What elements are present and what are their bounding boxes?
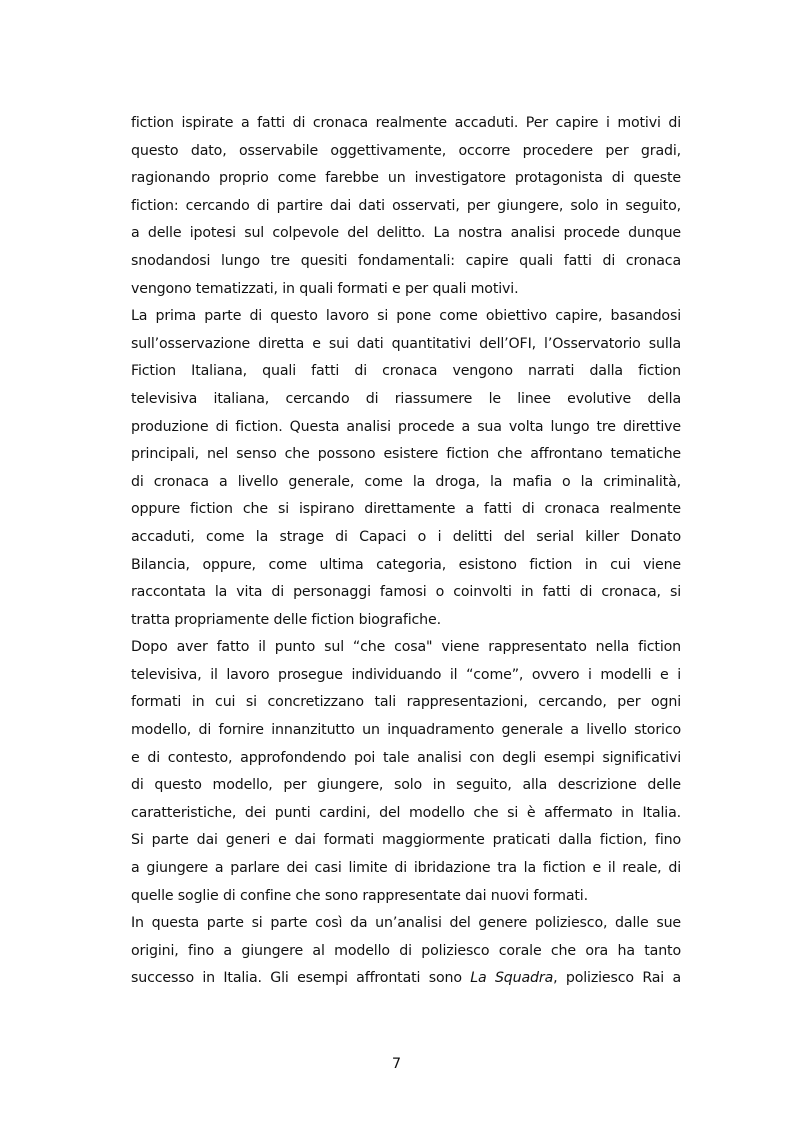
text-line: oppure fiction che si ispirano direttamente a fatti di cronaca realmente [131,501,681,518]
text-line: In questa parte si parte così da un’analisi del genere poliziesco, dalle sue [131,915,681,932]
body-text [131,110,681,993]
text-line: tratta propriamente delle fiction biografiche. [131,611,441,628]
text-line: di questo modello, per giungere, solo in seguito, alla descrizione delle [131,777,681,794]
text-line: sull’osservazione diretta e sui dati quantitativi dell’OFI, l’Osservatorio sulla [131,335,681,352]
text-line: televisiva, il lavoro prosegue individuando il “come”, ovvero i modelli e i [131,666,681,683]
text-segment: successo in Italia. Gli esempi affrontati sono [131,970,471,987]
page-number: 7 [391,1056,402,1072]
text-line [131,965,681,993]
text-line: Si parte dai generi e dai formati maggiormente praticati dalla fiction, fino [131,832,681,849]
text-line: e di contesto, approfondendo poi tale analisi con degli esempi significativi [131,749,681,766]
text-line: questo dato, osservabile oggettivamente, occorre procedere per gradi, [131,142,681,159]
text-line: produzione di fiction. Questa analisi procede a sua volta lungo tre direttive [131,418,681,435]
text-line: di cronaca a livello generale, come la droga, la mafia o la criminalità, [131,473,681,490]
text-line: ragionando proprio come farebbe un investigatore protagonista di queste [131,170,681,187]
text-line: raccontata la vita di personaggi famosi o coinvolti in fatti di cronaca, si [131,584,681,601]
text-line: caratteristiche, dei punti cardini, del modello che si è affermato in Italia. [131,804,681,821]
text-line: televisiva italiana, cercando di riassumere le linee evolutive della [131,390,681,407]
italic-title: La Squadra [470,970,554,987]
text-line: modello, di fornire innanzitutto un inquadramento generale a livello storico [131,722,681,739]
text-line: Dopo aver fatto il punto sul “che cosa" viene rappresentato nella fiction [131,639,681,656]
text-line: fiction ispirate a fatti di cronaca realmente accaduti. Per capire i motivi di [131,115,681,131]
text-line: Fiction Italiana, quali fatti di cronaca vengono narrati dalla fiction [131,363,681,380]
text-line: quelle soglie di confine che sono rappresentate dai nuovi formati. [131,887,588,904]
text-line: fiction: cercando di partire dai dati osservati, per giungere, solo in seguito, [131,197,681,214]
text-line: principali, nel senso che possono esistere fiction che affrontano tematiche [131,446,681,463]
text-line: a giungere a parlare dei casi limite di ibridazione tra la fiction e il reale, di [131,860,681,877]
text-line: vengono tematizzati, in quali formati e per quali motivi. [131,280,519,297]
text-line: formati in cui si concretizzano tali rappresentazioni, cercando, per ogni [131,694,681,711]
text-line: accaduti, come la strage di Capaci o i delitti del serial killer Donato [131,528,681,545]
text-line: La prima parte di questo lavoro si pone come obiettivo capire, basandosi [131,308,681,325]
text-line: origini, fino a giungere al modello di poliziesco corale che ora ha tanto [131,942,681,959]
text-line: a delle ipotesi sul colpevole del delitto. La nostra analisi procede dunque [131,225,681,242]
text-segment: , poliziesco Rai a [553,970,681,987]
text-line: Bilancia, oppure, come ultima categoria, esistono fiction in cui viene [131,556,681,573]
text-line: snodandosi lungo tre quesiti fondamentali: capire quali fatti di cronaca [131,252,681,269]
